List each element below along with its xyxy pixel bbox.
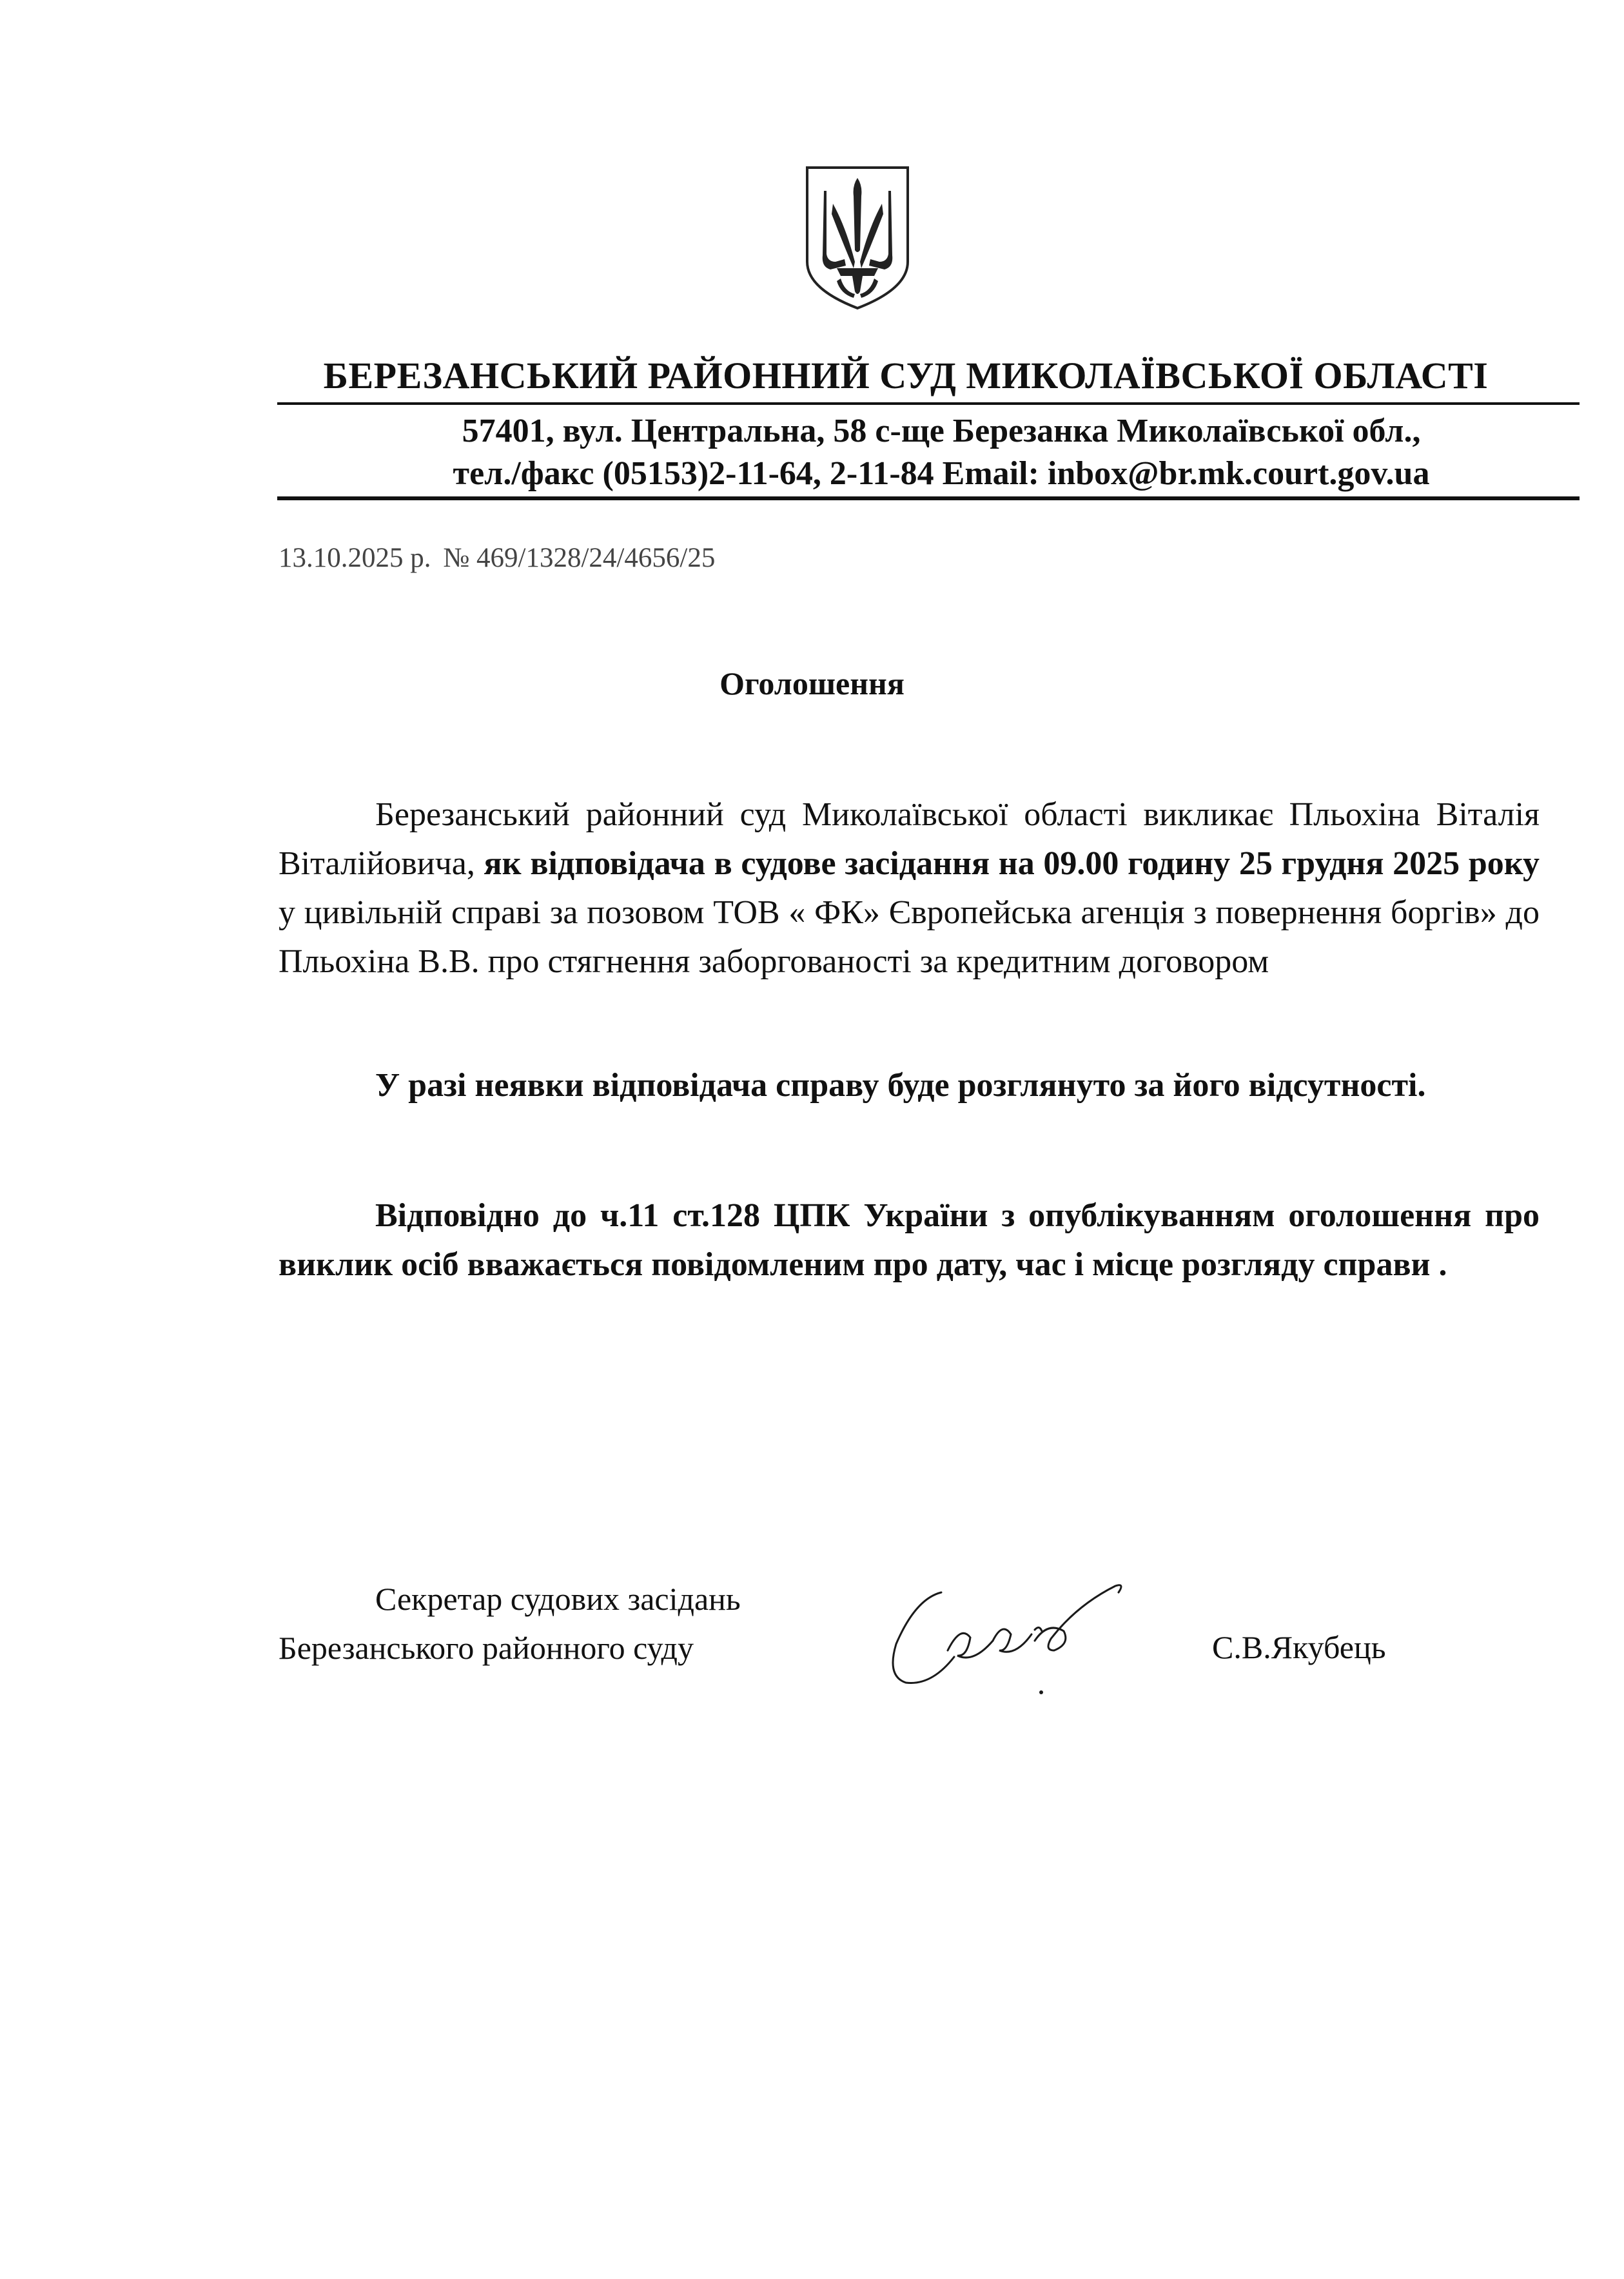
legal-basis-paragraph bbox=[279, 1191, 1540, 1289]
header-divider-thick bbox=[277, 496, 1580, 500]
tryzub-coat-of-arms-icon bbox=[805, 165, 910, 311]
reference-line bbox=[279, 540, 715, 576]
absence-warning-text: У разі неявки відповідача справу буде розглянуто за його відсутності. bbox=[375, 1067, 1426, 1104]
summons-hearing-details: як відповідача в судове засідання на 09.00 годину 25 грудня 2025 року bbox=[484, 845, 1540, 882]
handwritten-signature-icon bbox=[870, 1554, 1128, 1715]
court-name: БЕРЕЗАНСЬКИЙ РАЙОННИЙ СУД МИКОЛАЇВСЬКОЇ ОБЛАСТІ bbox=[323, 355, 1489, 396]
signer-name: С.В.Якубець bbox=[1212, 1629, 1386, 1665]
position-line-1: Секретар судових засідань bbox=[375, 1581, 741, 1617]
absence-warning-paragraph bbox=[279, 1061, 1540, 1110]
signatory-position bbox=[279, 1574, 741, 1672]
summons-text-start: Березанський районний суд Миколаївської області викликає Пльохіна Віталія Віталійовича, bbox=[279, 796, 1540, 882]
header-divider-thin bbox=[277, 402, 1580, 405]
summons-paragraph bbox=[279, 790, 1540, 986]
summons-text-end: у цивільній справі за позовом ТОВ « ФК» Європейська агенція з повернення боргів» до Пльохіна В.В. про стягнення заборгованості за кредитним договором bbox=[279, 894, 1540, 980]
reference-number: № 469/1328/24/4656/25 bbox=[443, 543, 716, 573]
reference-date: 13.10.2025 р. bbox=[279, 543, 431, 573]
court-contacts: тел./факс (05153)2-11-64, 2-11-84 Email: inbox@br.mk.court.gov.ua bbox=[453, 455, 1430, 492]
position-line-2: Березанського районного суду bbox=[279, 1630, 694, 1666]
document-title: Оголошення bbox=[719, 665, 905, 701]
legal-basis-text: Відповідно до ч.11 ст.128 ЦПК України з опублікуванням оголошення про виклик осіб вважається повідомленим про дату, час і місце розгляду справи . bbox=[279, 1197, 1540, 1283]
court-address: 57401, вул. Центральна, 58 с-ще Березанка Миколаївської обл., bbox=[462, 413, 1421, 449]
